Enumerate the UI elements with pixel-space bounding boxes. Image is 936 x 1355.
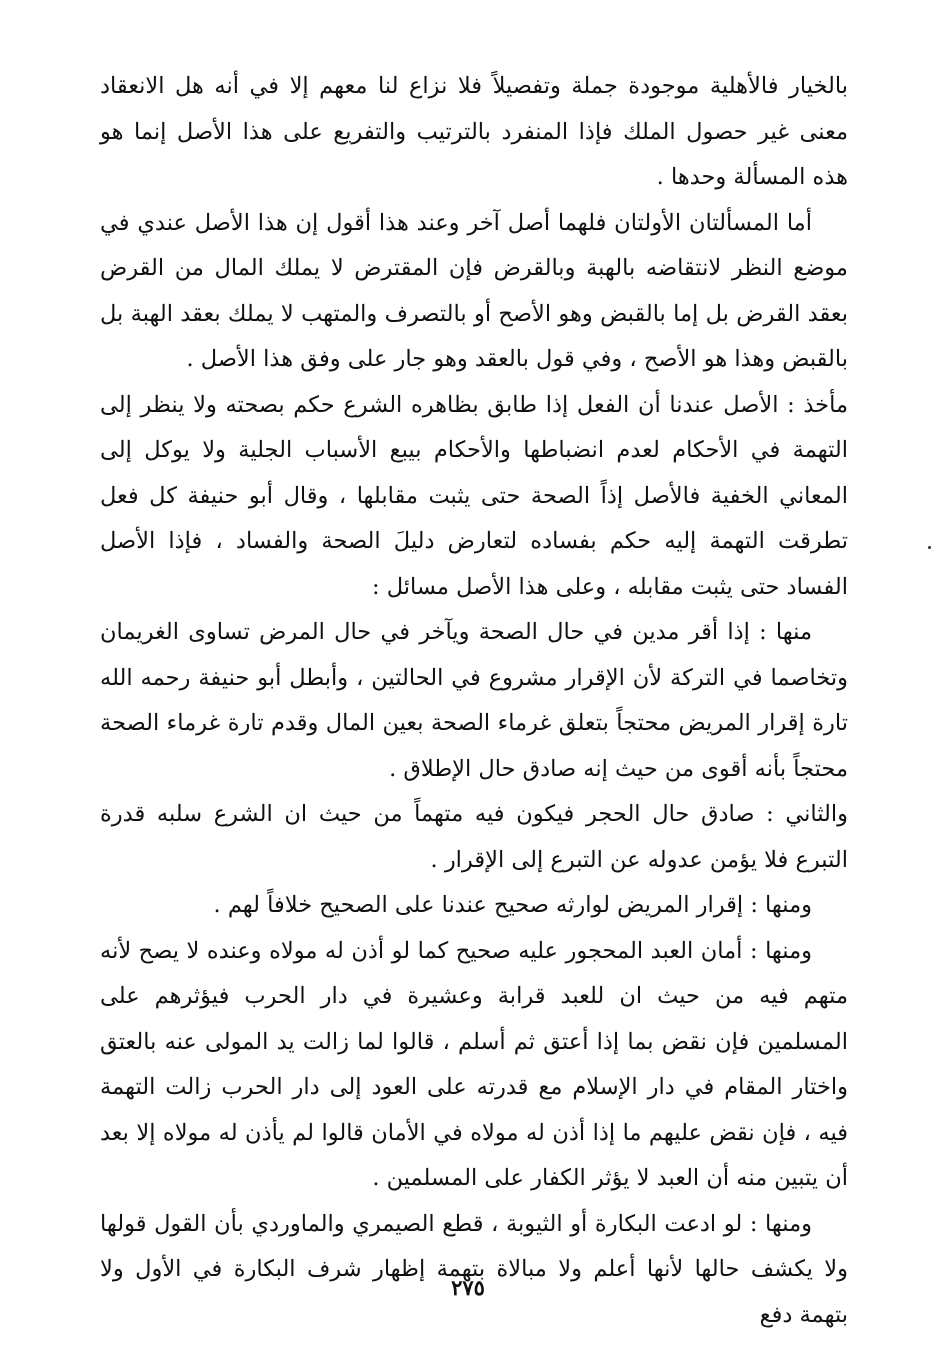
paragraph-7: ومنها : أمان العبد المحجور عليه صحيح كما لو أذن له مولاه وعنده لا يصح لأنه متهم فيه من حيث ان للعبد قرابة وعشيرة في دار الحرب فيؤثرهم على المسلمين فإن نقض بما إذا أعتق ثم أسلم ، قالوا لما زالت يد المولى عنه بالعتق واختار المقام في دار الإسلام مع قدرته على العود إلى دار الحرب زالت التهمة فيه ، فإن نقض عليهم ما إذا أذن له مولاه في الأمان قالوا لم يأذن له مولاه إلا بعد أن يتبين منه أن العبد لا يؤثر الكفار على المسلمين . [100, 937, 848, 1191]
paragraph-5: والثاني : صادق حال الحجر فيكون فيه متهماً من حيث ان الشرع سلبه قدرة التبرع فلا يؤمن عدوله عن التبرع إلى الإقرار . [100, 801, 848, 873]
paragraph-2: أما المسألتان الأولتان فلهما أصل آخر وعند هذا أقول إن هذا الأصل عندي في موضع النظر لانتقاضه بالهبة وبالقرض فإن المقترض لا يملك المال من القرض بعقد القرض بل إما بالقبض وهو الأصح أو بالتصرف والمتهب لا يملك بعقد الهبة بل بالقبض وهذا هو الأصح ، وفي قول بالعقد وهو جار على وفق هذا الأصل . [100, 209, 848, 372]
paragraph-3: مأخذ : الأصل عندنا أن الفعل إذا طابق بظاهره الشرع حكم بصحته ولا ينظر إلى التهمة في الأحكام لعدم انضباطها والأحكام بيبع الأسباب الجلية ولا يوكل إلى المعاني الخفية فالأصل إذاً الصحة حتى يثبت مقابلها ، وقال أبو حنيفة كل فعل تطرقت التهمة إليه حكم بفساده لتعارض دليلَ الصحة والفساد ، فإذا الأصل الفساد حتى يثبت مقابله ، وعلى هذا الأصل مسائل : [100, 391, 848, 600]
paragraph-6: ومنها : إقرار المريض لوارثه صحيح عندنا على الصحيح خلافاً لهم . [213, 892, 812, 918]
page-number: ٢٧٥ [451, 1275, 485, 1300]
page-body [100, 64, 848, 1338]
paragraph-1: بالخيار فالأهلية موجودة جملة وتفصيلاً فلا نزاع لنا معهم إلا في أنه هل الانعقاد معنى غير حصول الملك فإذا المنفرد بالترتيب والتفريع على هذا الأصل إنما هو هذه المسألة وحدها . [100, 73, 848, 190]
paragraph-8: ومنها : لو ادعت البكارة أو الثيوبة ، قطع الصيمري والماوردي بأن القول قولها ولا يكشف حالها لأنها أعلم ولا مبالاة بتهمة إظهار شرف البكارة في الأول ولا بتهمة دفع [100, 1210, 848, 1328]
paragraph-4: منها : إذا أقر مدين في حال الصحة ويآخر في حال المرض تساوى الغريمان وتخاصما في التركة لأن الإقرار مشروع في الحالتين ، وأبطل أبو حنيفة رحمه الله تارة إقرار المريض محتجاً بتعلق غرماء الصحة بعين المال وقدم تارة غرماء الصحة محتجاً بأنه أقوى من حيث إنه صادق حال الإطلاق . [100, 619, 848, 782]
scan-speck [928, 546, 931, 549]
